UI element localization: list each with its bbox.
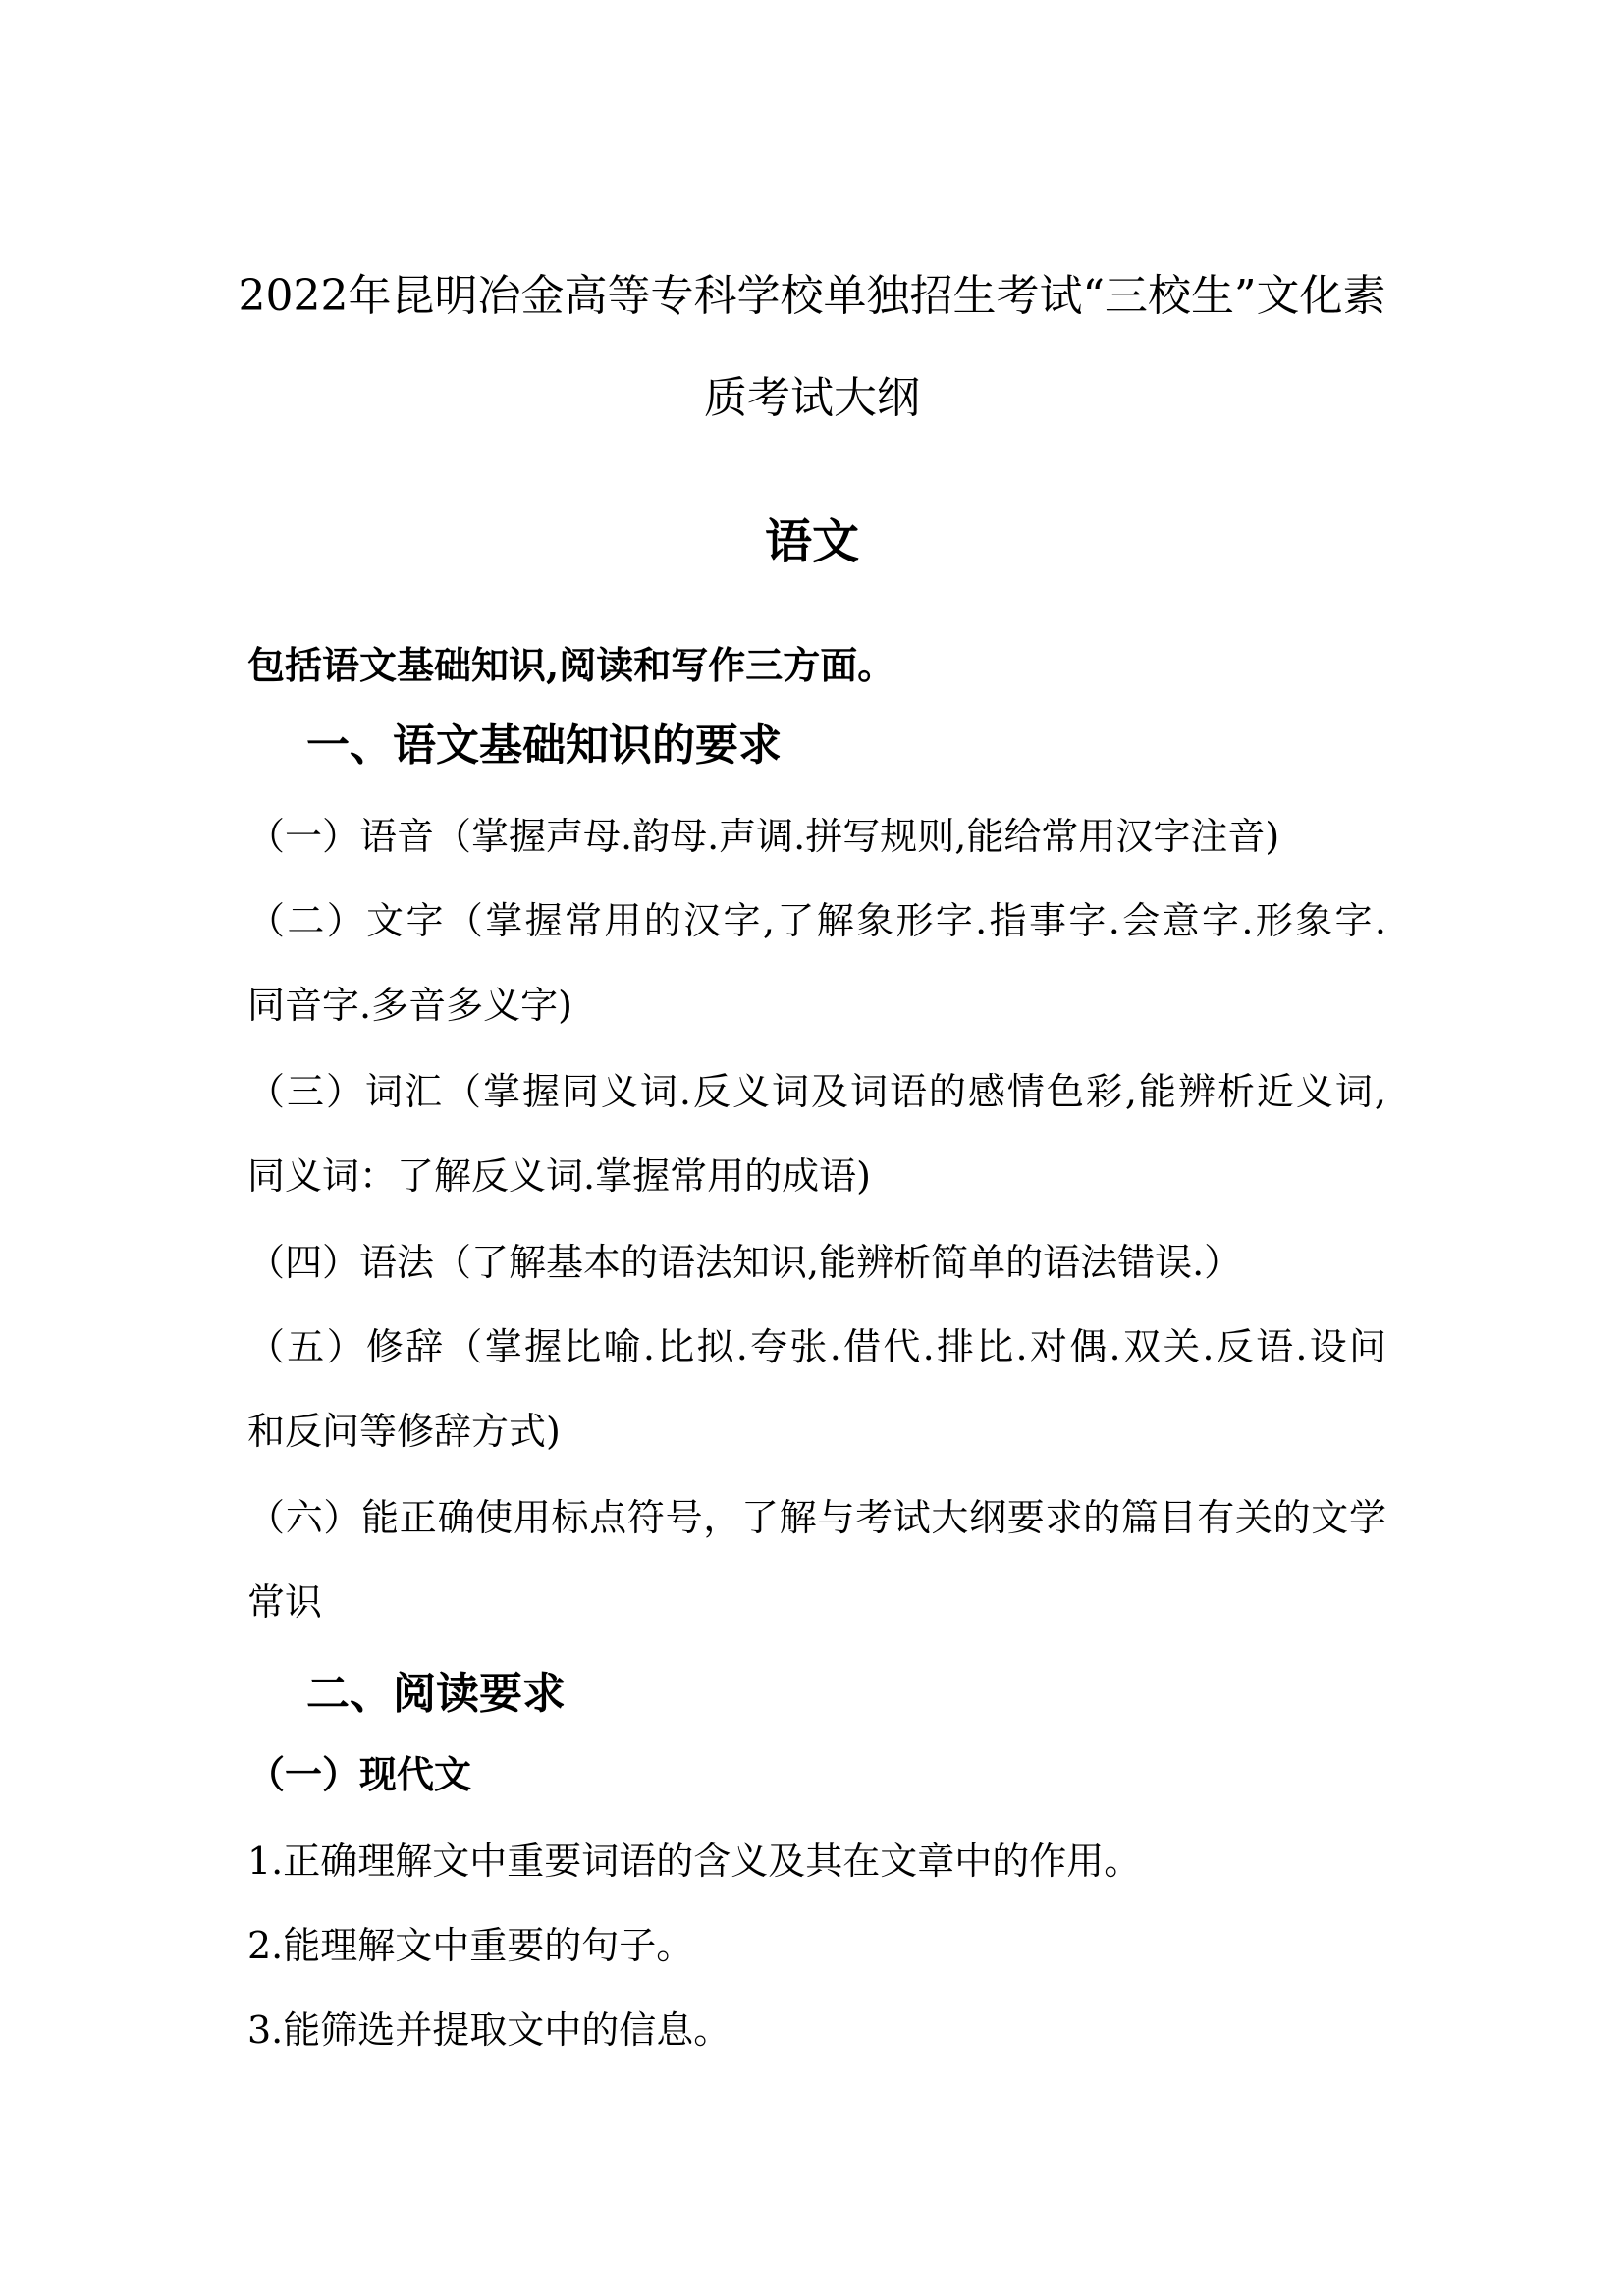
section-1-heading: 一、语文基础知识的要求 <box>306 721 782 771</box>
document-title-line-2: 质考试大纲 <box>704 373 920 423</box>
section-1-item-6: （六）能正确使用标点符号，了解与考试大纲要求的篇目有关的文学 <box>247 1496 1386 1539</box>
section-2-item-1: 1.正确理解文中重要词语的含义及其在文章中的作用。 <box>247 1840 1142 1883</box>
subject-heading: 语文 <box>764 514 859 569</box>
section-2-subheading: （一）现代文 <box>247 1752 472 1796</box>
section-1-item-1: （一）语音（掌握声母.韵母.声调.拼写规则,能给常用汉字注音) <box>247 815 1280 858</box>
section-2-heading: 二、阅读要求 <box>306 1669 566 1719</box>
section-1-item-2-cont: 同音字.多音多义字) <box>247 984 572 1027</box>
section-1-item-2: （二）文字（掌握常用的汉字,了解象形字.指事字.会意字.形象字. <box>247 899 1386 942</box>
intro-text: 包括语文基础知识,阅读和写作三方面。 <box>247 643 895 687</box>
section-1-item-6-cont: 常识 <box>247 1580 323 1624</box>
section-2-item-3: 3.能筛选并提取文中的信息。 <box>247 2008 731 2052</box>
document-title-line-1: 2022年昆明冶金高等专科学校单独招生考试“三校生”文化素 <box>238 271 1386 321</box>
section-1-item-4: （四）语法（了解基本的语法知识,能辨析简单的语法错误.） <box>247 1241 1242 1284</box>
section-1-item-5: （五）修辞（掌握比喻.比拟.夸张.借代.排比.对偶.双关.反语.设问 <box>247 1325 1386 1368</box>
section-1-item-5-cont: 和反问等修辞方式) <box>247 1410 561 1453</box>
section-1-item-3-cont: 同义词：了解反义词.掌握常用的成语) <box>247 1154 871 1198</box>
section-1-item-3: （三）词汇（掌握同义词.反义词及词语的感情色彩,能辨析近义词, <box>247 1070 1386 1113</box>
section-2-item-2: 2.能理解文中重要的句子。 <box>247 1924 694 1967</box>
